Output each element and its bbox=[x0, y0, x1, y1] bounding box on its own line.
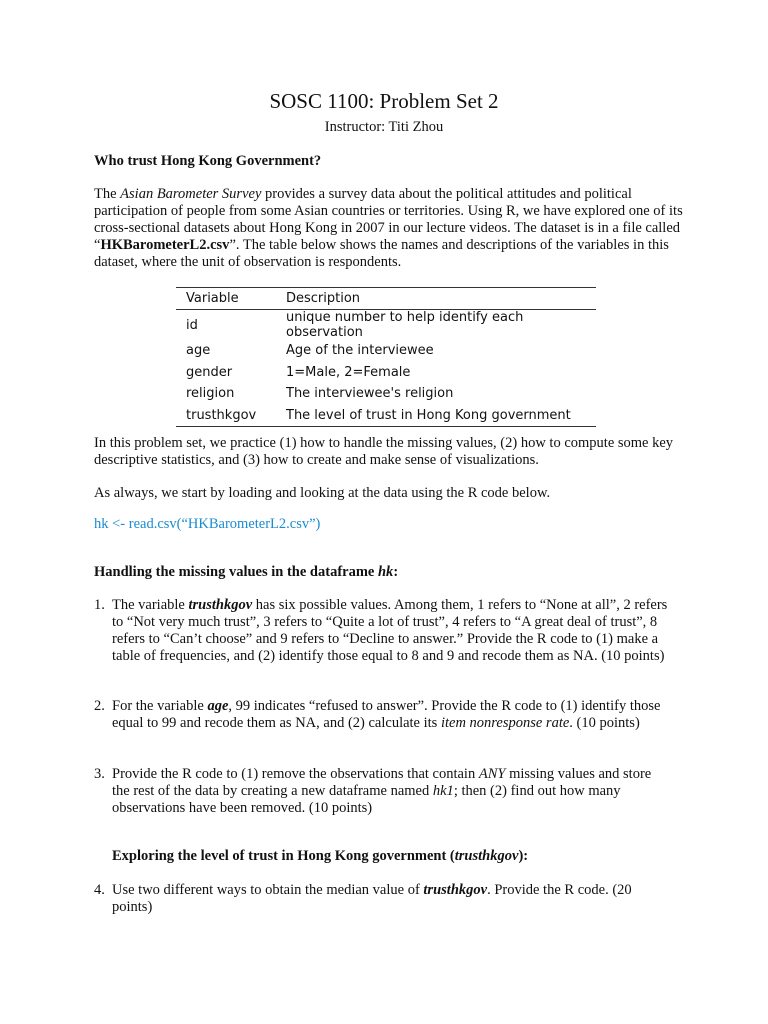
survey-name: Asian Barometer Survey bbox=[120, 186, 262, 202]
table-row bbox=[176, 362, 596, 384]
variables-table bbox=[176, 287, 596, 427]
term: item nonresponse rate bbox=[440, 715, 570, 731]
dataframe-name: hk1 bbox=[432, 783, 454, 799]
variable-name: age bbox=[207, 698, 229, 714]
table-cell: age bbox=[186, 343, 211, 359]
table-cell: gender bbox=[186, 364, 233, 380]
question-3: Provide the R code to (1) remove the observations that contain ANY missing values and store the rest of the data by creating a new dataframe named hk1; then (2) find out how many observations have been removed. (10 points) bbox=[112, 766, 652, 816]
table-cell: The level of trust in Hong Kong government bbox=[276, 405, 596, 427]
table-row bbox=[176, 405, 596, 427]
r-code-line: hk <- read.csv(“HKBarometerL2.csv”) bbox=[94, 516, 321, 532]
table-header-row bbox=[176, 288, 596, 310]
document-title: SOSC 1100: Problem Set 2 bbox=[269, 89, 499, 113]
practice-paragraph: In this problem set, we practice (1) how to handle the missing values, (2) how to compute some key descriptive statistics, and (3) how to create and make sense of visualizations. bbox=[94, 435, 674, 468]
table-row bbox=[176, 310, 596, 341]
section-heading-trust: Who trust Hong Kong Government? bbox=[94, 153, 322, 169]
question-1: The variable trusthkgov has six possible values. Among them, 1 refers to “None at all”, 2 refers to “Not very much trust”, 3 refers to “Quite a lot of trust”, 4 refers to “A great deal of trust”, 8 refers to “Can’t choose” and 9 refers to “Decline to answer.” Provide the R code to (1) make a table of frequencies, and (2) identify those equal to 8 and 9 and recode them as NA. (10 points) bbox=[112, 597, 668, 664]
question-2: For the variable age, 99 indicates “refused to answer”. Provide the R code to (1) identify those equal to 99 and recode them as NA, and (2) calculate its item nonresponse rate. (10 points) bbox=[112, 698, 661, 731]
variable-name: trusthkgov bbox=[188, 597, 253, 613]
variable-name: trusthkgov bbox=[423, 882, 488, 898]
section-heading-exploring-trust: Exploring the level of trust in Hong Kong government (trusthkgov): bbox=[112, 848, 529, 864]
column-header: Description bbox=[276, 288, 596, 310]
table-cell: religion bbox=[186, 386, 235, 402]
section-heading-missing-values: Handling the missing values in the dataframe hk: bbox=[94, 564, 399, 580]
table-cell: 1=Male, 2=Female bbox=[286, 364, 411, 380]
question-number: 1. bbox=[94, 597, 105, 613]
dataset-file-name: HKBarometerL2.csv bbox=[100, 237, 230, 253]
table-cell: Age of the interviewee bbox=[286, 343, 434, 359]
table-cell: The interviewee's religion bbox=[286, 386, 454, 402]
question-4: Use two different ways to obtain the median value of trusthkgov. Provide the R code. (20 points) bbox=[112, 882, 632, 915]
question-number: 3. bbox=[94, 766, 105, 782]
loading-paragraph: As always, we start by loading and looking at the data using the R code below. bbox=[94, 485, 551, 501]
question-number: 2. bbox=[94, 698, 105, 714]
column-header: Variable bbox=[176, 288, 276, 310]
intro-paragraph: The Asian Barometer Survey provides a survey data about the political attitudes and political participation of people from some Asian countries or territories. Using R, we have explored one of its cross-sectional datasets about Hong Kong in 2007 in our lecture videos. The dataset is in a file called “HKBarometerL2.csv”. The table below shows the names and descriptions of the variables in this dataset, where the unit of observation is respondents. bbox=[94, 186, 683, 270]
table-row bbox=[176, 340, 596, 362]
table-cell: trusthkgov bbox=[176, 405, 276, 427]
question-number: 4. bbox=[94, 882, 105, 898]
table-row bbox=[176, 383, 596, 405]
emphasis: ANY bbox=[478, 766, 506, 782]
table-cell: id bbox=[186, 317, 198, 333]
table-cell: unique number to help identify each observation bbox=[286, 310, 524, 340]
instructor-line: Instructor: Titi Zhou bbox=[324, 119, 444, 135]
